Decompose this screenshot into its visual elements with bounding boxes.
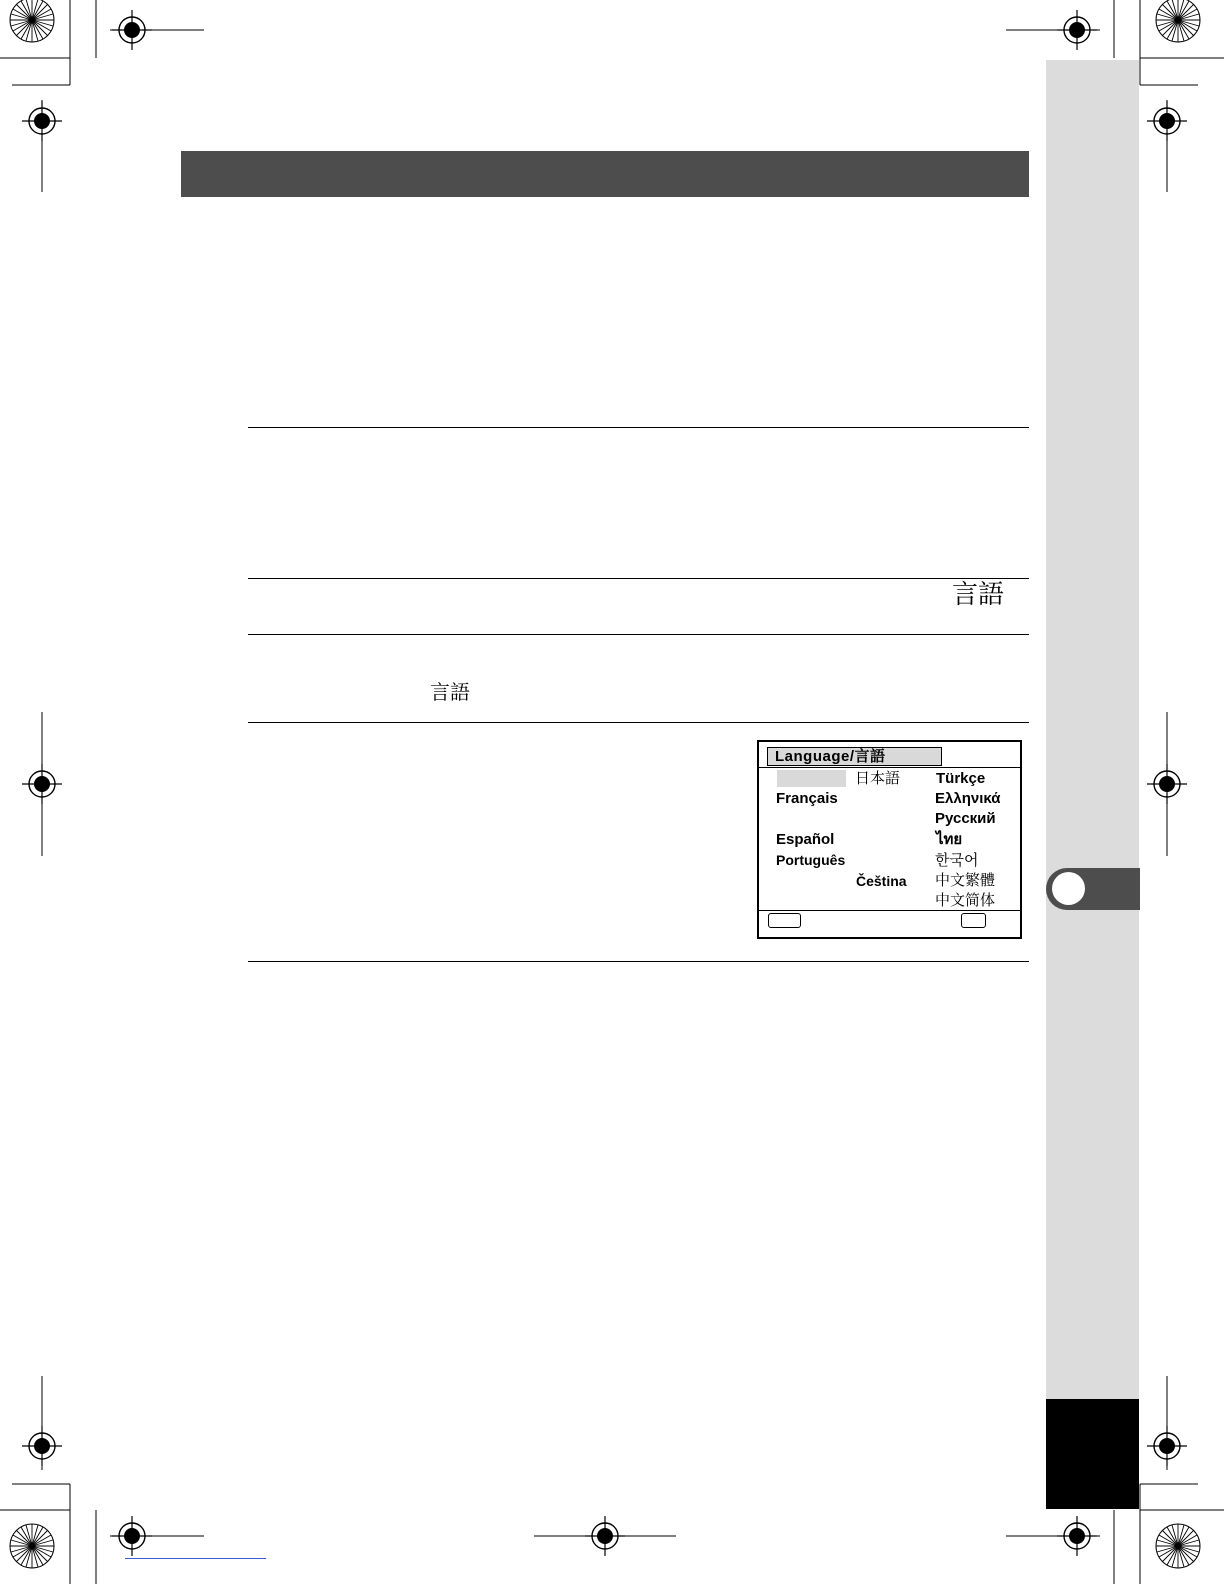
footer-link-underline [125, 1558, 266, 1559]
section-title-bar [181, 151, 1029, 197]
divider [248, 427, 1029, 428]
language-heading-glyph: 言語 [952, 580, 1005, 610]
screen-title-rule [759, 767, 1020, 768]
language-screen-title-text: Language/言語 [775, 748, 886, 765]
language-option-ko[interactable]: 한국어 [935, 851, 979, 869]
language-option-zh-cn[interactable]: 中文简体 [935, 891, 996, 909]
divider [248, 722, 1029, 723]
language-option-el[interactable]: Ελληνικά [935, 790, 1001, 807]
divider [248, 961, 1029, 962]
language-option-es[interactable]: Español [776, 831, 835, 848]
page-number-block [1046, 1399, 1139, 1509]
chapter-sidebar [1046, 60, 1139, 1400]
language-option-tr[interactable]: Türkçe [936, 770, 986, 787]
language-option-th[interactable]: ไทย [936, 830, 963, 848]
screen-left-button-box[interactable] [768, 913, 801, 928]
language-option-zh-tw[interactable]: 中文繁體 [935, 871, 996, 889]
divider [248, 578, 1029, 579]
language-option-ru[interactable]: Русский [935, 810, 996, 827]
language-inline-glyph: 言語 [430, 680, 470, 704]
language-option-fr[interactable]: Français [776, 790, 838, 807]
language-option-cs[interactable]: Čeština [856, 873, 907, 889]
language-option-pt[interactable]: Português [776, 852, 846, 868]
selected-language-highlight[interactable] [777, 770, 846, 787]
language-screen-title [767, 747, 942, 766]
screen-right-button-box[interactable] [961, 913, 986, 928]
screen-footer-rule [759, 910, 1020, 911]
chapter-tab-dot [1052, 872, 1085, 905]
divider [248, 634, 1029, 635]
language-option-ja[interactable]: 日本語 [855, 769, 901, 787]
